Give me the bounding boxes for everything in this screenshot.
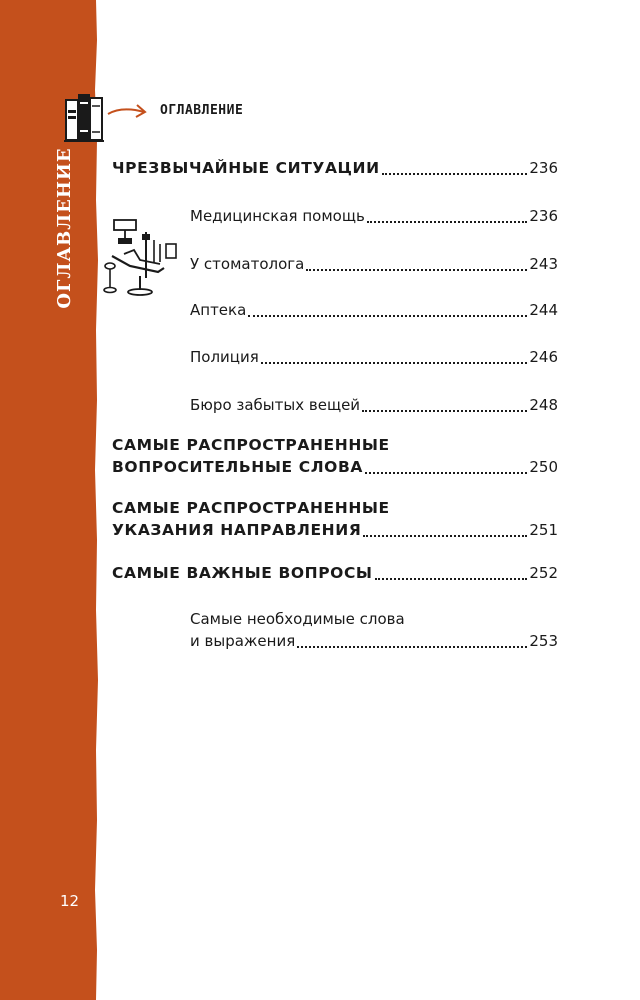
toc-entry-question-words[interactable]: [112, 434, 558, 478]
toc-entry-police[interactable]: [190, 346, 558, 368]
toc-entry-page: 253: [529, 632, 558, 650]
toc-entry-page: 252: [529, 564, 558, 582]
toc-entry-essential-words[interactable]: [190, 608, 558, 652]
dot-leader: [248, 301, 527, 317]
toc-entry-title: Бюро забытых вещей: [190, 396, 361, 414]
header-label: ОГЛАВЛЕНИЕ: [160, 103, 244, 118]
dot-leader: [306, 255, 527, 271]
toc-entry-page: 251: [529, 521, 558, 539]
toc-entry-important-questions[interactable]: [112, 562, 558, 584]
toc-entry-title: САМЫЕ ВАЖНЫЕ ВОПРОСЫ: [112, 564, 373, 582]
toc-entry-title-line2: и выражения: [190, 632, 296, 650]
page-number: 12: [60, 892, 80, 910]
toc-entry-page: 246: [529, 348, 558, 366]
toc-entry-title: Медицинская помощь: [190, 207, 365, 225]
dot-leader: [365, 458, 527, 474]
toc-entry-title-line1: САМЫЕ РАСПРОСТРАНЕННЫЕ: [112, 499, 390, 517]
dot-leader: [261, 348, 528, 364]
toc-entry-page: 243: [529, 255, 558, 273]
toc-entry-title-line2: УКАЗАНИЯ НАПРАВЛЕНИЯ: [112, 521, 362, 539]
dot-leader: [382, 159, 528, 175]
toc-entry-page: 236: [529, 159, 558, 177]
vertical-section-title: ОГЛАВЛЕНИЕ: [53, 147, 75, 309]
dot-leader: [375, 564, 528, 580]
dot-leader: [297, 632, 527, 648]
toc-entry-title: ЧРЕЗВЫЧАЙНЫЕ СИТУАЦИИ: [112, 159, 380, 177]
toc-entry-emergencies[interactable]: [112, 157, 558, 179]
dot-leader: [363, 521, 527, 537]
toc-entry-medical-help[interactable]: [190, 205, 558, 227]
toc-entry-page: 244: [529, 301, 558, 319]
toc-entry-page: 250: [529, 458, 558, 476]
toc-entry-dentist[interactable]: [190, 253, 558, 275]
toc-entry-lost-and-found[interactable]: [190, 394, 558, 416]
toc-entry-title: Аптека: [190, 301, 247, 319]
toc-entry-title: У стоматолога: [190, 255, 305, 273]
toc-entry-title-line1: Самые необходимые слова: [190, 610, 405, 628]
toc-entry-directions[interactable]: [112, 497, 558, 541]
toc-entry-title-line1: САМЫЕ РАСПРОСТРАНЕННЫЕ: [112, 436, 390, 454]
toc-entry-title: Полиция: [190, 348, 259, 366]
toc-entry-page: 248: [529, 396, 558, 414]
toc-entry-title-line2: ВОПРОСИТЕЛЬНЫЕ СЛОВА: [112, 458, 363, 476]
toc-entry-pharmacy[interactable]: [190, 299, 558, 321]
dot-leader: [362, 396, 527, 412]
toc-entry-page: 236: [529, 207, 558, 225]
dot-leader: [367, 207, 528, 223]
